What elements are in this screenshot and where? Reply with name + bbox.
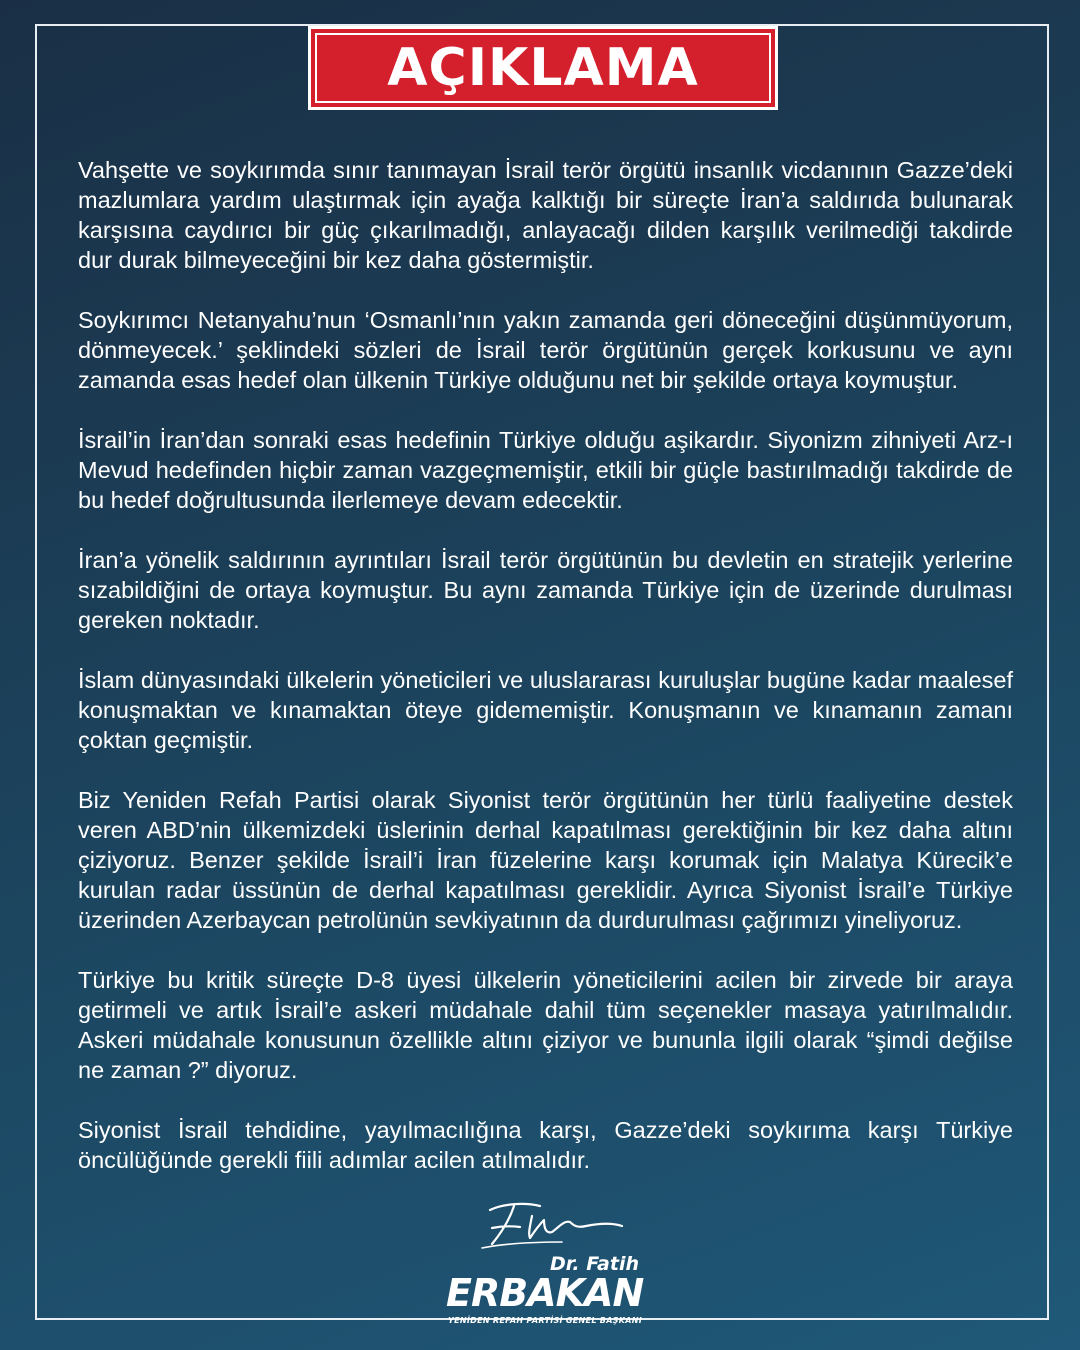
paragraph-3: İsrail’in İran’dan sonraki esas hedefinin Türkiye olduğu aşikardır. Siyonizm zihniyeti Arz-ı Mevud hedefinden hiçbir zaman vazgeçmemiştir, etkili bir güçle bastırılmadığı takdirde de bu hedef doğrultusunda ilerlemeye devam edecektir. <box>78 427 1013 513</box>
title-banner <box>308 26 778 110</box>
paragraph-2: Soykırımcı Netanyahu’nun ‘Osmanlı’nın yakın zamanda geri döneceğini düşünmüyorum, dönmeyecek.’ şeklindeki sözleri de İsrail terör örgütünün gerçek korkusunu ve aynı zamanda esas hedef olan ülkenin Türkiye olduğunu net bir şekilde ortaya koymuştur. <box>78 307 1013 393</box>
signature-last-name: ERBAKAN <box>446 1271 644 1315</box>
paragraph-7: Türkiye bu kritik süreçte D-8 üyesi ülkelerin yöneticilerini acilen bir zirvede bir araya getirmeli ve artık İsrail’e askeri müdahale dahil tüm seçenekler masaya yatırılmalıdır. Askeri müdahale konusunun özellikle altını çiziyor ve bununla ilgili olarak “şimdi değilse ne zaman ?” diyoruz. <box>78 967 1013 1083</box>
signature-first-name: Dr. Fatih <box>549 1253 639 1275</box>
paragraph-6: Biz Yeniden Refah Partisi olarak Siyonist terör örgütünün her türlü faaliyetine destek veren ABD’nin ülkemizdeki üslerinin derhal kapatılması gerektiğinin bir kez daha altını çiziyoruz. Benzer şekilde İsrail’i İran füzelerine karşı korumak için Malatya Kürecik’e kurulan radar üssünün de derhal kapatılması gereklidir. Ayrıca Siyonist İsrail’e Türkiye üzerinden Azerbaycan petrolünün sevkiyatının da durdurulması çağrımızı yineliyoruz. <box>78 787 1013 933</box>
paragraph-1: Vahşette ve soykırımda sınır tanımayan İsrail terör örgütü insanlık vicdanının Gazze’deki mazlumlara yardım ulaştırmak için ayağa kalktığı bir süreçte İran’a saldırıda bulunarak karşısına caydırıcı bir güç çıkarılmadığı, anlayacağı dilden karşılık verilmediği takdirde dur durak bilmeyeceğini bir kez daha göstermiştir. <box>78 157 1013 273</box>
statement-body <box>78 155 1013 1205</box>
paragraph-8: Siyonist İsrail tehdidine, yayılmacılığına karşı, Gazze’deki soykırıma karşı Türkiye öncülüğünde gerekli fiili adımlar acilen atılmalıdır. <box>78 1117 1013 1173</box>
signature-block <box>440 1198 645 1328</box>
page-title: AÇIKLAMA <box>387 38 699 98</box>
paragraph-5: İslam dünyasındaki ülkelerin yöneticileri ve uluslararası kuruluşlar bugüne kadar maalesef konuşmaktan ve kınamaktan öteye gidememiştir. Konuşmanın ve kınamanın zamanı çoktan geçmiştir. <box>78 667 1013 753</box>
signature-role: YENİDEN REFAH PARTİSİ GENEL BAŞKANI <box>448 1316 643 1325</box>
handwritten-signature-icon <box>462 1198 642 1253</box>
paragraph-4: İran’a yönelik saldırının ayrıntıları İsrail terör örgütünün bu devletin en stratejik yerlerine sızabildiğini de ortaya koymuştur. Bu aynı zamanda Türkiye için de üzerinde durulması gereken noktadır. <box>78 547 1013 633</box>
